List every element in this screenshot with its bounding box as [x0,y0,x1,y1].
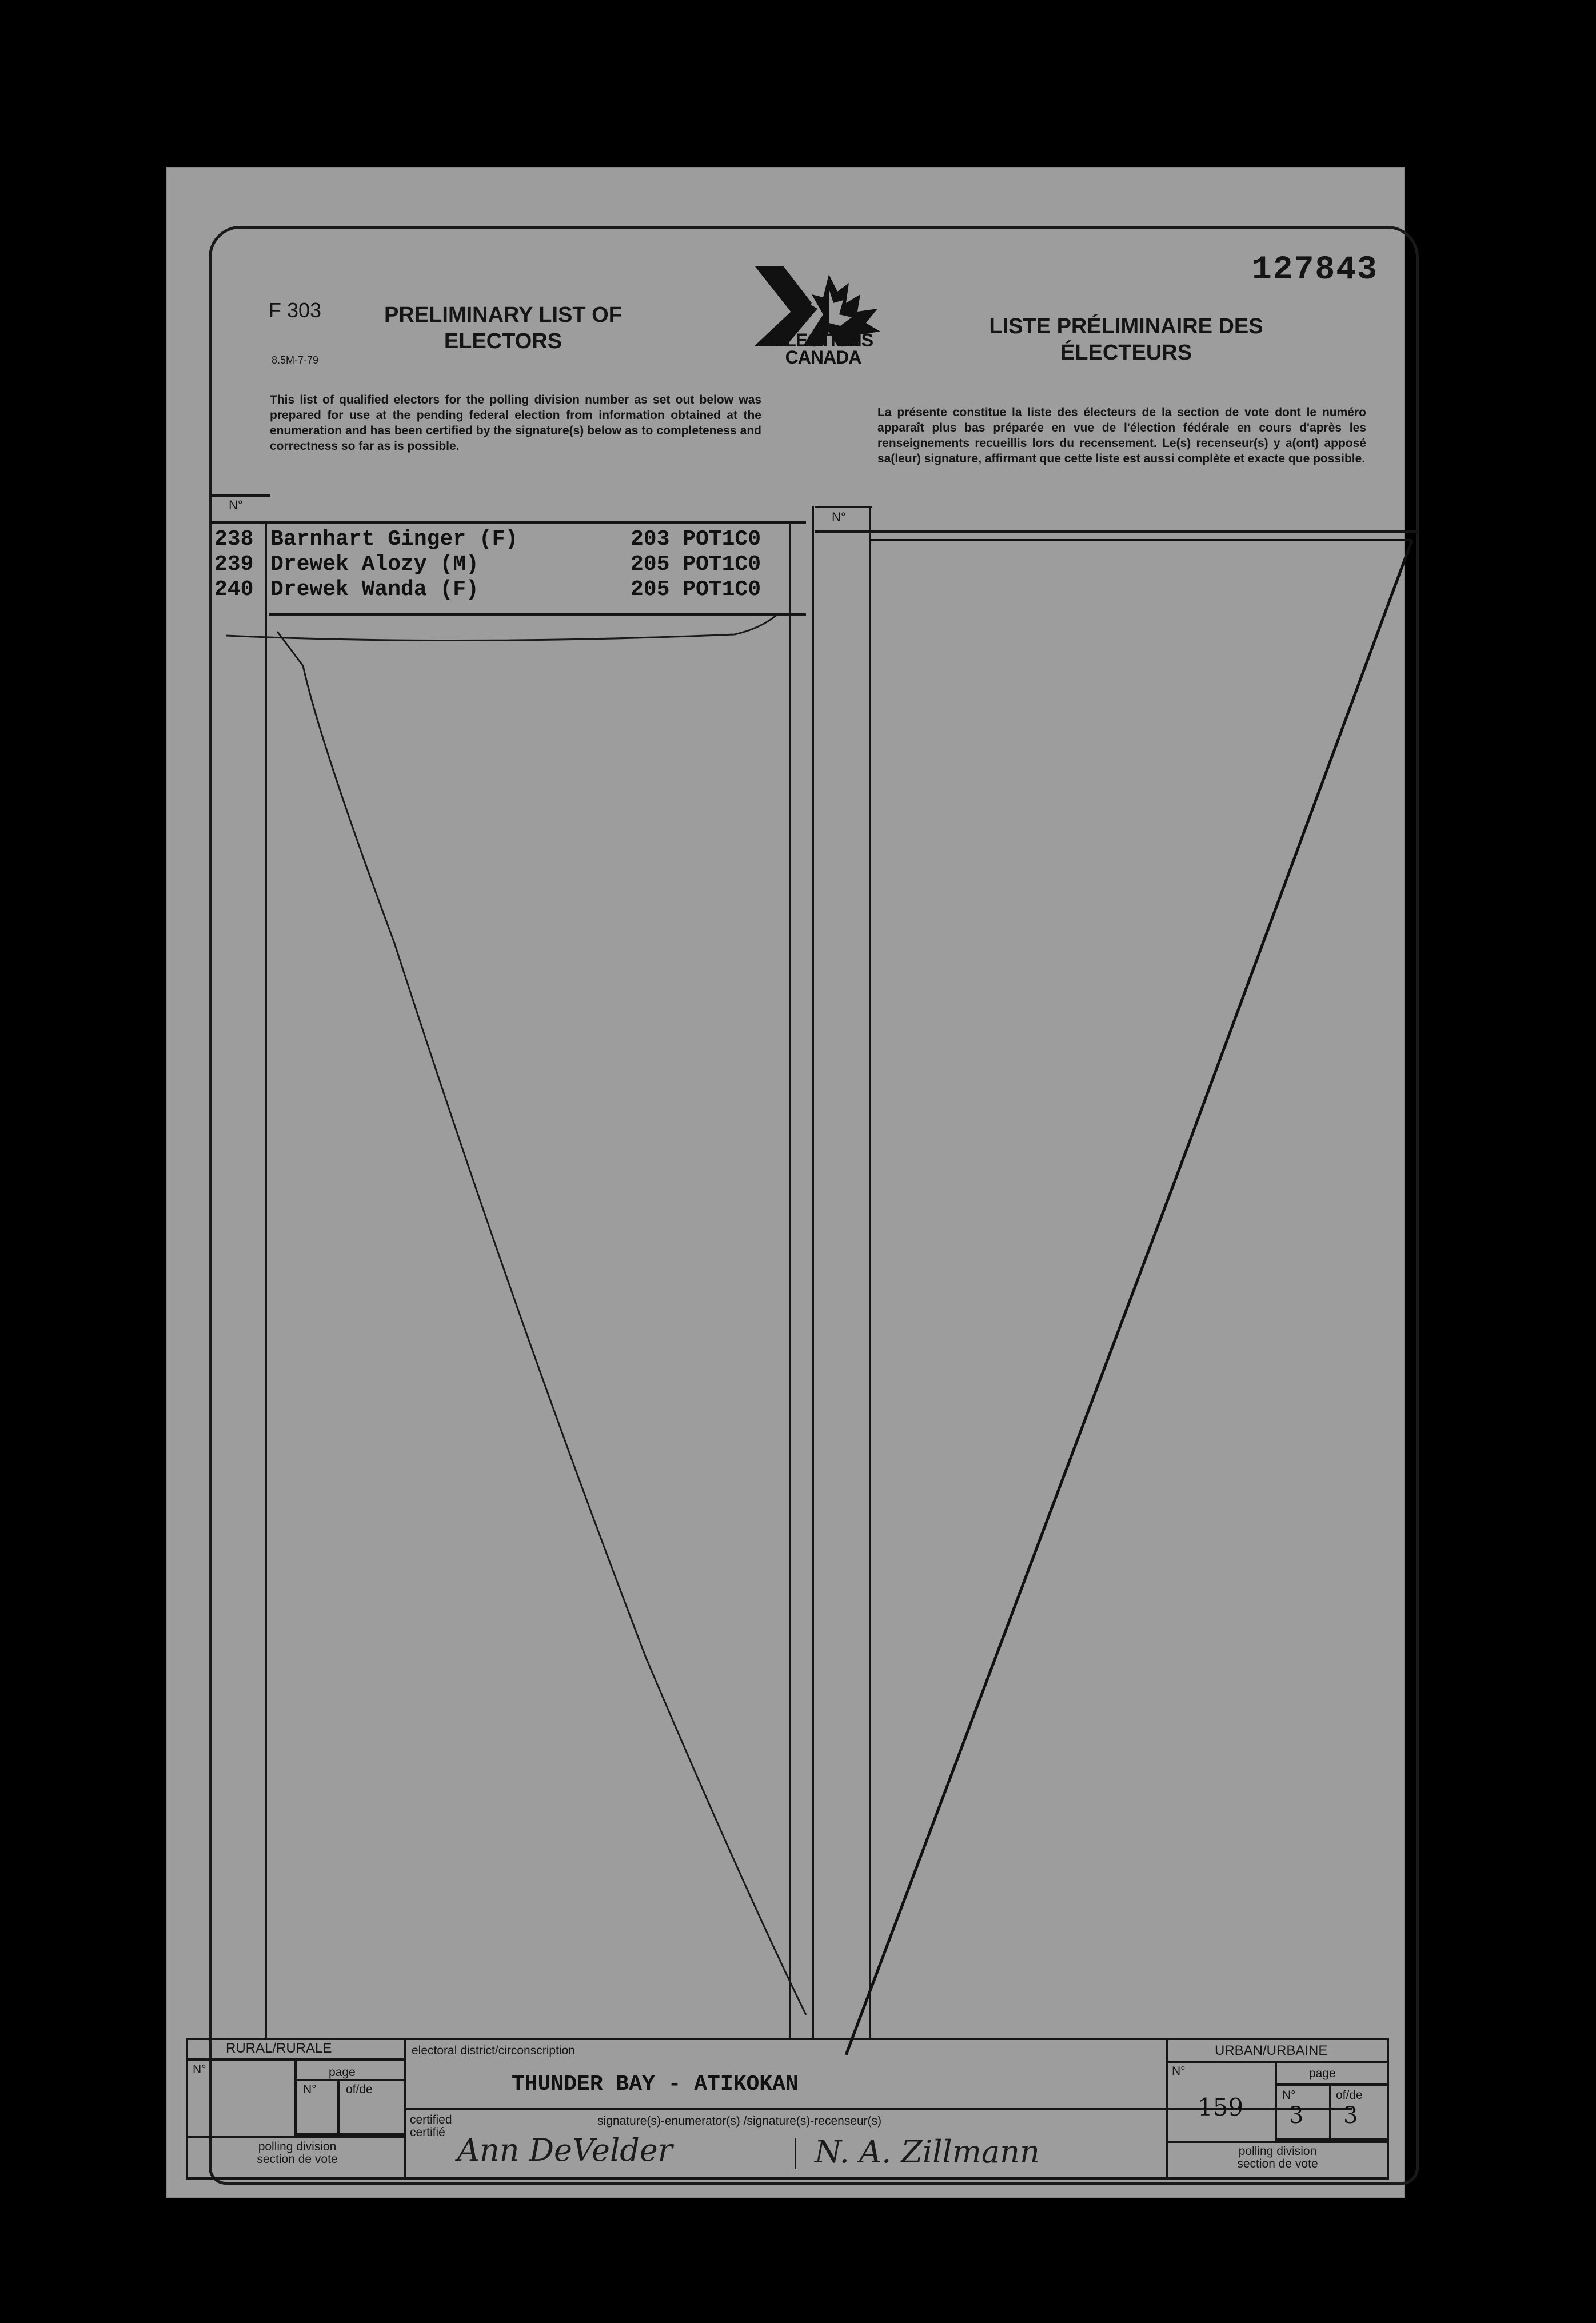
intro-text-english: This list of qualified electors for the polling division number as set out below was prepared for use at the pending federal election from information obtained at the enumeration and has been certified by the signature(s) below as to completeness and correctness so far as is possible. [270,393,761,453]
urban-no-value: 159 [1198,2093,1244,2121]
handwritten-end-line [226,614,777,641]
urban-page-no-label: N° [1282,2089,1296,2102]
urban-polling-fr: section de vote [1237,2157,1318,2170]
urban-page-label: page [1309,2067,1336,2080]
logo-line-2: CANADA [785,347,861,368]
rural-page-label: page [329,2066,356,2079]
district-label: electoral district/circonscription [412,2044,575,2057]
enumerator-signature-1: Ann DeVelder [457,2132,673,2168]
form-printing-code: 8.5M-7-79 [272,354,319,366]
title-english: PRELIMINARY LIST OF ELECTORS [384,303,622,353]
district-value: THUNDER BAY - ATIKOKAN [512,2072,799,2097]
signature-label: signature(s)-enumerator(s) /signature(s)-recenseur(s) [597,2114,882,2128]
rural-polling-label [243,2141,352,2166]
form-number: F 303 [269,298,322,322]
elector-name: Drewek Wanda (F) [270,577,479,602]
rural-of-label: of/de [346,2083,373,2096]
title-french: LISTE PRÉLIMINAIRE DES ÉLECTEURS [989,314,1263,365]
rural-label: RURAL/RURALE [226,2041,332,2056]
certified-label [410,2114,452,2139]
certified-fr: certifié [410,2126,445,2139]
elector-name: Barnhart Ginger (F) [270,527,518,552]
rural-page-no-label: N° [303,2083,317,2096]
urban-of-value: 3 [1343,2102,1358,2129]
column-header-no-left: N° [229,498,243,512]
polling-en: polling division [258,2140,337,2153]
elector-address: 205 POT1C0 [631,577,761,602]
elector-number: 240 [214,577,254,602]
column-header-no-right: N° [832,510,846,524]
rural-no-label: N° [193,2063,206,2076]
diagonal-strike-left [277,632,806,2015]
urban-label: URBAN/URBAINE [1215,2043,1328,2058]
diagonal-strike-right-a [846,540,1412,2058]
urban-of-label: of/de [1336,2089,1363,2102]
polling-rule [186,2136,406,2138]
enumerator-signature-2: N. A. Zillmann [815,2134,1040,2170]
serial-number: 127843 [1252,252,1378,289]
certified-en: certified [410,2113,452,2126]
elector-number: 239 [214,552,254,577]
elector-address: 203 POT1C0 [631,527,761,552]
elector-number: 238 [214,527,254,552]
intro-text-french: La présente constitue la liste des électeurs de la section de vote dont le numéro apparaît plus bas préparée en vue de l'élection fédérale en cours d'après les renseignements recueillis lors du recensement. Le(s) recenseur(s) y a(ont) apposé sa(leur) signature, affirmant que cette liste est aussi complète et exacte que possible. [877,406,1366,465]
urban-polling-label [1223,2145,1332,2170]
elector-name: Drewek Alozy (M) [270,552,479,577]
urban-no-label: N° [1172,2065,1186,2078]
form-footer [186,2038,1389,2180]
elector-address: 205 POT1C0 [631,552,761,577]
urban-polling-rule [1166,2141,1389,2143]
polling-fr: section de vote [257,2153,338,2166]
urban-page-value: 3 [1289,2102,1304,2129]
logo-line-1: ELECTIONS [773,330,873,350]
urban-polling-en: polling division [1238,2145,1317,2158]
signature-divider [795,2138,796,2169]
